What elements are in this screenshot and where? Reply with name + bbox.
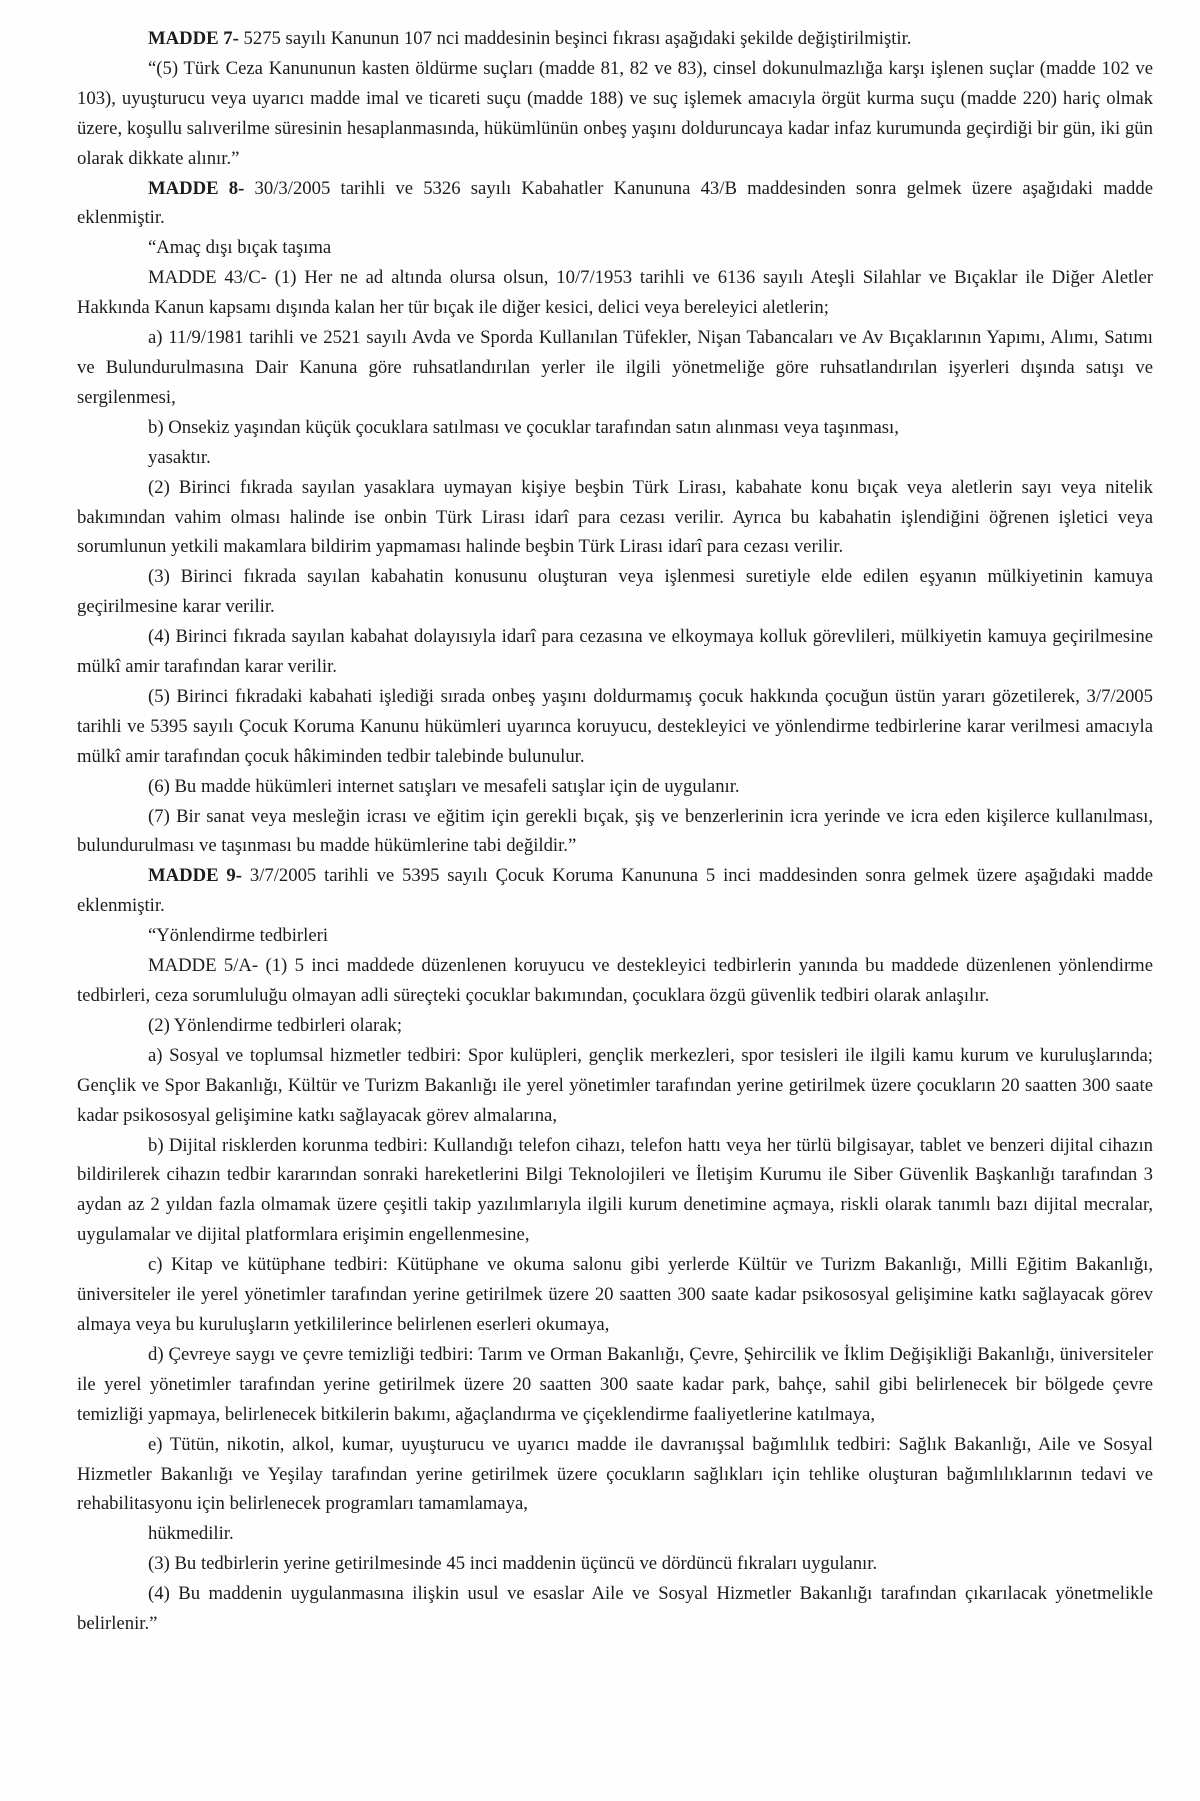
article-43c-prohibition: yasaktır.: [148, 446, 211, 468]
article-7-intro: 5275 sayılı Kanunun 107 nci maddesinin beşinci fıkrası aşağıdaki şekilde değiştirilmiştir.: [238, 28, 912, 49]
article-5a-item-e: e) Tütün, nikotin, alkol, kumar, uyuşturucu ve uyarıcı madde ile davranışsal bağımlılık tedbiri: Sağlık Bakanlığı, Aile ve Sosyal Hizmetler Bakanlığı ve Yeşilay tarafından yerine getirilmek üzere çocukların sağlıkları için tehlike oluşturan bağımlılıklarının tedavi ve rehabilitasyonu için belirlenecek programları tamamlamaya,: [77, 1433, 1153, 1515]
article-5a-paragraph-2: (2) Yönlendirme tedbirleri olarak;: [148, 1014, 403, 1036]
article-8-heading-paragraph: [77, 174, 1153, 234]
article-8-heading: MADDE 8-: [148, 177, 245, 199]
article-8-intro: 30/3/2005 tarihli ve 5326 sayılı Kabahatler Kanununa 43/B maddesinden sonra gelmek üzere aşağıdaki madde eklenmiştir.: [77, 177, 1154, 229]
article-43c-paragraph-4: (4) Birinci fıkrada sayılan kabahat dolayısıyla idarî para cezasına ve elkoymaya kolluk görevlileri, mülkiyetin kamuya geçirilmesine mülkî amir tarafından karar verilir.: [77, 626, 1153, 678]
article-5a-item-b: b) Dijital risklerden korunma tedbiri: Kullandığı telefon cihazı, telefon hattı veya her türlü bilgisayar, tablet ve benzeri dijital cihazın bildirilerek cihazın tedbir kararından sonraki hareketlerini Bilgi Teknolojileri ve İletişim Kurumu ile Siber Güvenlik Başkanlığı tarafından 3 aydan az 2 yıldan fazla olmamak üzere çeşitli takip yazılımlarıyla ilgili kurum denetimine açmaya, riskli olarak tanımlı bazı dijital mecralar, uygulamalar ve dijital platformlara erişimin engellenmesine,: [77, 1134, 1153, 1246]
article-43c-paragraph-5: (5) Birinci fıkradaki kabahati işlediği sırada onbeş yaşını doldurmamış çocuk hakkında çocuğun üstün yararı gözetilerek, 3/7/2005 tarihli ve 5395 sayılı Çocuk Koruma Kanunu hükümleri uyarınca koruyucu, destekleyici ve yönlendirme tedbirlerine karar verilmesi amacıyla mülkî amir tarafından çocuk hâkiminden tedbir talebinde bulunulur.: [77, 685, 1153, 767]
article-7-amended-text: “(5) Türk Ceza Kanununun kasten öldürme suçları (madde 81, 82 ve 83), cinsel dokunulmazlığa karşı işlenen suçlar (madde 102 ve 103), uyuşturucu veya uyarıcı madde imal ve ticareti suçu (madde 188) ve suç işlemek amacıyla örgüt kurma suçu (madde 220) hariç olmak üzere, koşullu salıverilme süresinin hesaplanmasında, hükümlünün onbeş yaşını dolduruncaya kadar infaz kurumunda geçirdiği bir gün, iki gün olarak dikkate alınır.”: [77, 57, 1153, 169]
article-43c-item-b: b) Onsekiz yaşından küçük çocuklara satılması ve çocuklar tarafından satın alınması veya taşınması,: [148, 416, 899, 438]
article-9-heading-paragraph: [77, 861, 1153, 921]
law-text-body: [77, 24, 1153, 1639]
article-43c-paragraph-2: (2) Birinci fıkrada sayılan yasaklara uymayan kişiye beşbin Türk Lirası, kabahate konu bıçak veya aletlerin sayı veya nitelik bakımından vahim olması halinde ise onbin Türk Lirası idarî para cezası verilir. Ayrıca bu kabahatin işlendiğini öğrenen işletici veya sorumlunun yetkili makamlara bildirim yapmaması halinde beşbin Türk Lirası idarî para cezası verilir.: [77, 476, 1153, 558]
article-5a-paragraph-1: MADDE 5/A- (1) 5 inci maddede düzenlenen koruyucu ve destekleyici tedbirlerin yanında bu maddede düzenlenen yönlendirme tedbirleri, ceza sorumluluğu olmayan adli süreçteki çocuklar bakımından, çocuklara özgü güvenlik tedbiri olarak anlaşılır.: [77, 955, 1153, 1006]
article-7-heading-paragraph: [77, 24, 1153, 54]
article-9-intro: 3/7/2005 tarihli ve 5395 sayılı Çocuk Koruma Kanununa 5 inci maddesinden sonra gelmek üzere aşağıdaki madde eklenmiştir.: [77, 865, 1154, 917]
article-43c-paragraph-3: (3) Birinci fıkrada sayılan kabahatin konusunu oluşturan veya işlenmesi suretiyle elde edilen eşyanın mülkiyetinin kamuya geçirilmesine karar verilir.: [77, 566, 1153, 618]
article-43c-paragraph-1: MADDE 43/C- (1) Her ne ad altında olursa olsun, 10/7/1953 tarihli ve 6136 sayılı Ateşli Silahlar ve Bıçaklar ile Diğer Aletler Hakkında Kanun kapsamı dışında kalan her tür bıçak ile diğer kesici, delici veya bereleyici aletlerin;: [77, 267, 1153, 319]
article-7-heading: MADDE 7-: [148, 28, 239, 49]
article-5a-title: “Yönlendirme tedbirleri: [148, 925, 329, 947]
article-43c-title: “Amaç dışı bıçak taşıma: [148, 237, 332, 259]
article-5a-paragraph-4: (4) Bu maddenin uygulanmasına ilişkin usul ve esaslar Aile ve Sosyal Hizmetler Bakanlığı tarafından çıkarılacak yönetmelikle belirlenir.”: [77, 1583, 1153, 1635]
article-5a-item-a: a) Sosyal ve toplumsal hizmetler tedbiri: Spor kulüpleri, gençlik merkezleri, spor tesisleri ile ilgili kamu kurum ve kuruluşlarında; Gençlik ve Spor Bakanlığı, Kültür ve Turizm Bakanlığı ile yerel yönetimler tarafından yerine getirilmek üzere çocukların 20 saatten 300 saate kadar psikososyal gelişimine katkı sağlayacak görev almalarına,: [77, 1044, 1153, 1126]
article-43c-paragraph-6: (6) Bu madde hükümleri internet satışları ve mesafeli satışlar için de uygulanır.: [148, 775, 740, 797]
article-5a-paragraph-3: (3) Bu tedbirlerin yerine getirilmesinde 45 inci maddenin üçüncü ve dördüncü fıkraları uygulanır.: [148, 1553, 878, 1575]
article-43c-item-a: a) 11/9/1981 tarihli ve 2521 sayılı Avda ve Sporda Kullanılan Tüfekler, Nişan Tabancaları ve Av Bıçaklarının Yapımı, Alımı, Satımı ve Bulundurulmasına Dair Kanuna göre ruhsatlandırılan yerler ile ilgili yönetmeliğe göre ruhsatlandırılan işyerleri dışında satışı ve sergilenmesi,: [77, 327, 1153, 408]
article-5a-item-d: d) Çevreye saygı ve çevre temizliği tedbiri: Tarım ve Orman Bakanlığı, Çevre, Şehircilik ve İklim Değişikliği Bakanlığı, üniversiteler ile yerel yönetimler tarafından yerine getirilmek üzere 20 saatten 300 saate kadar park, bahçe, sahil gibi belirlenecek bir bölgede çevre temizliği yapmaya, belirlenecek bitkilerin bakımı, ağaçlandırma ve çiçeklendirme faaliyetlerine katılmaya,: [77, 1343, 1153, 1425]
article-43c-paragraph-7: (7) Bir sanat veya mesleğin icrası ve eğitim için gerekli bıçak, şiş ve benzerlerinin icra yerinde ve icra eden kişilerce kullanılması, bulundurulması ve taşınması bu madde hükümlerine tabi değildir.”: [77, 805, 1153, 857]
article-5a-item-c: c) Kitap ve kütüphane tedbiri: Kütüphane ve okuma salonu gibi yerlerde Kültür ve Turizm Bakanlığı, Milli Eğitim Bakanlığı, üniversiteler ile yerel yönetimler tarafından yerine getirilmek üzere 20 saatten 300 saate kadar psikososyal gelişimine katkı sağlayacak görev almaya veya bu kuruluşların yetkililerince belirlenen eserleri okumaya,: [77, 1254, 1153, 1335]
article-9-heading: MADDE 9-: [148, 865, 242, 887]
article-5a-ruling: hükmedilir.: [148, 1523, 234, 1545]
